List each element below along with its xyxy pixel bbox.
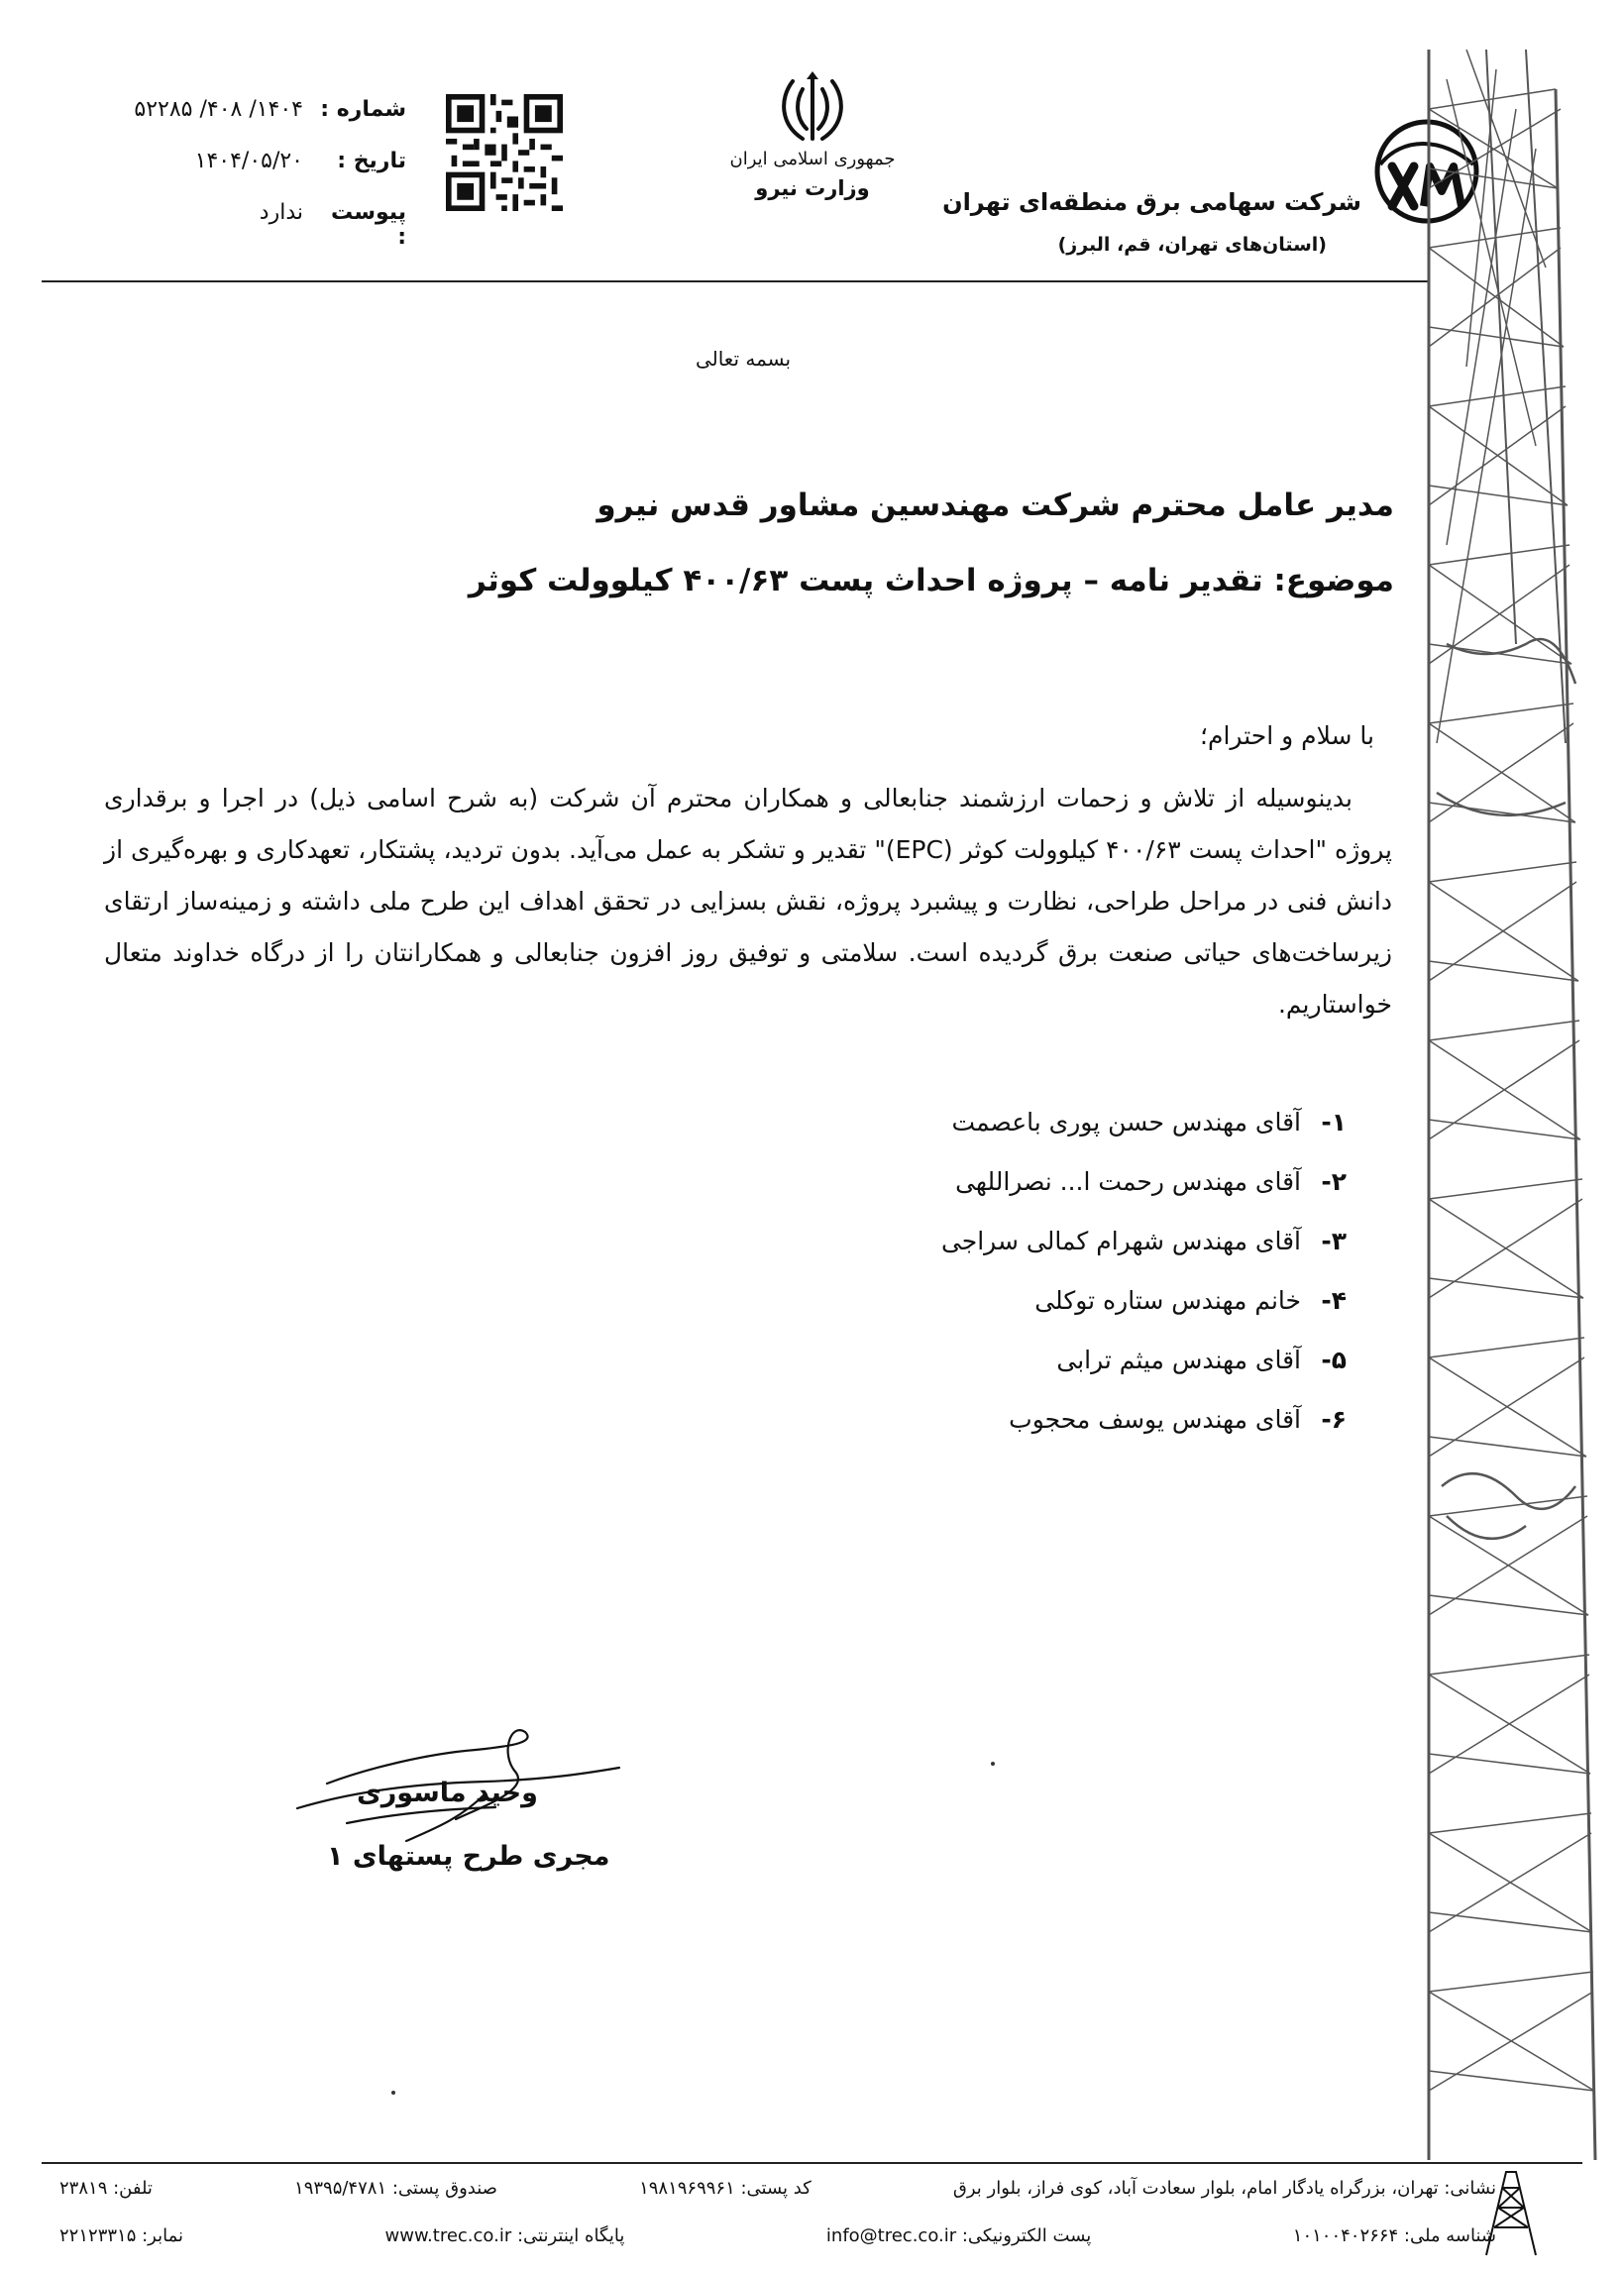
- list-item-text: آقای مهندس یوسف محجوب: [1009, 1405, 1301, 1434]
- letter-number-label: شماره :: [320, 97, 406, 122]
- list-item-text: آقای مهندس رحمت ا... نصراللهی: [955, 1167, 1301, 1196]
- footer-fax: نمابر: ۲۲۱۲۳۳۱۵: [59, 2225, 183, 2246]
- qr-code: [446, 94, 563, 211]
- iran-emblem-icon: [773, 69, 852, 149]
- list-item: [941, 1405, 1347, 1464]
- list-item-number: ۴-: [1321, 1286, 1347, 1315]
- letter-attachment-value: ندارد: [259, 200, 303, 225]
- list-item-number: ۶-: [1321, 1405, 1347, 1434]
- list-item-text: آقای مهندس شهرام کمالی سراجی: [940, 1227, 1301, 1255]
- footer-row-2: [59, 2225, 1496, 2246]
- list-item-number: ۲-: [1321, 1167, 1347, 1196]
- footer-website: پایگاه اینترنتی: www.trec.co.ir: [384, 2225, 625, 2246]
- list-item: [941, 1167, 1347, 1227]
- list-item-text: آقای مهندس حسن پوری باعصمت: [951, 1108, 1301, 1136]
- footer-po-box: صندوق پستی: ۱۹۳۹۵/۴۷۸۱: [294, 2178, 497, 2199]
- greeting: با سلام و احترام؛: [1200, 721, 1374, 750]
- subject-line: موضوع: تقدیر نامه – پروژه احداث پست ۴۰۰/۶۳ کیلوولت کوثر: [468, 563, 1394, 598]
- letter-number: [79, 97, 406, 122]
- footer-national-id: شناسه ملی: ۱۰۱۰۰۴۰۲۶۶۴: [1292, 2225, 1496, 2246]
- letter-number-value: ۱۴۰۴/ ۴۰۸/ ۵۲۲۸۵: [134, 97, 303, 122]
- list-item: [941, 1108, 1347, 1167]
- company-name: شرکت سهامی برق منطقه‌ای تهران: [942, 188, 1361, 216]
- list-item-number: ۱-: [1321, 1108, 1347, 1136]
- letter-attachment-label: پیوست :: [331, 200, 406, 250]
- speck: [391, 2091, 395, 2095]
- gov-line-2: وزارت نیرو: [755, 176, 870, 200]
- list-item-number: ۵-: [1321, 1346, 1347, 1374]
- transmission-tower-icon: [1407, 50, 1605, 2160]
- footer-row-1: [59, 2178, 1496, 2199]
- letter-date-label: تاریخ :: [337, 149, 406, 173]
- bismillah: بسمه تعالی: [695, 347, 792, 371]
- list-item: [941, 1227, 1347, 1286]
- letter-date-value: ۱۴۰۴/۰۵/۲۰: [194, 149, 303, 173]
- signer-name: وحید ماسوری: [357, 1778, 538, 1808]
- body-paragraph: بدینوسیله از تلاش و زحمات ارزشمند جنابعالی و همکاران محترم آن شرکت (به شرح اسامی ذیل) در اجرا و برقداری پروژه "احداث پست ۴۰۰/۶۳ کیلوولت کوثر (EPC)" تقدیر و تشکر به عمل می‌آید. بدون تردید، پشتکار، تعهدکاری و بهره‌گیری از دانش فنی در مراحل طراحی، نظارت و پیشبرد پروژه، نقش بسزایی در تحقق اهداف این طرح ملی داشته و زمینه‌ساز ارتقای زیرساخت‌های حیاتی صنعت برق گردیده است. سلامتی و توفیق روز افزون جنابعالی و همکارانتان را از درگاه خداوند متعال خواستاریم.: [104, 784, 1392, 1019]
- list-item-text: آقای مهندس میثم ترابی: [1056, 1346, 1301, 1374]
- letter-attachment: [79, 200, 406, 250]
- gov-line-1: جمهوری اسلامی ایران: [729, 149, 896, 169]
- footer-email: پست الکترونیکی: info@trec.co.ir: [825, 2225, 1092, 2246]
- footer-address: نشانی: تهران، بزرگراه یادگار امام، بلوار سعادت آباد، کوی فراز، بلوار برق: [952, 2178, 1496, 2199]
- signer-title: مجری طرح پستهای ۱: [327, 1841, 610, 1872]
- letter-date: [79, 149, 406, 173]
- addressee: مدیر عامل محترم شرکت مهندسین مشاور قدس نیرو: [596, 487, 1394, 523]
- list-item: [941, 1346, 1347, 1405]
- list-item: [941, 1286, 1347, 1346]
- footer-postal-code: کد پستی: ۱۹۸۱۹۶۹۹۶۱: [639, 2178, 812, 2199]
- footer-phone: تلفن: ۲۳۸۱۹: [59, 2178, 153, 2199]
- list-item-number: ۳-: [1321, 1227, 1347, 1255]
- list-item-text: خانم مهندس ستاره توکلی: [1034, 1286, 1301, 1315]
- header-divider: [42, 280, 1429, 282]
- names-list: [941, 1108, 1347, 1464]
- speck: [991, 1762, 995, 1766]
- footer-divider: [42, 2162, 1582, 2164]
- company-subtitle: (استان‌های تهران، قم، البرز): [1057, 234, 1327, 256]
